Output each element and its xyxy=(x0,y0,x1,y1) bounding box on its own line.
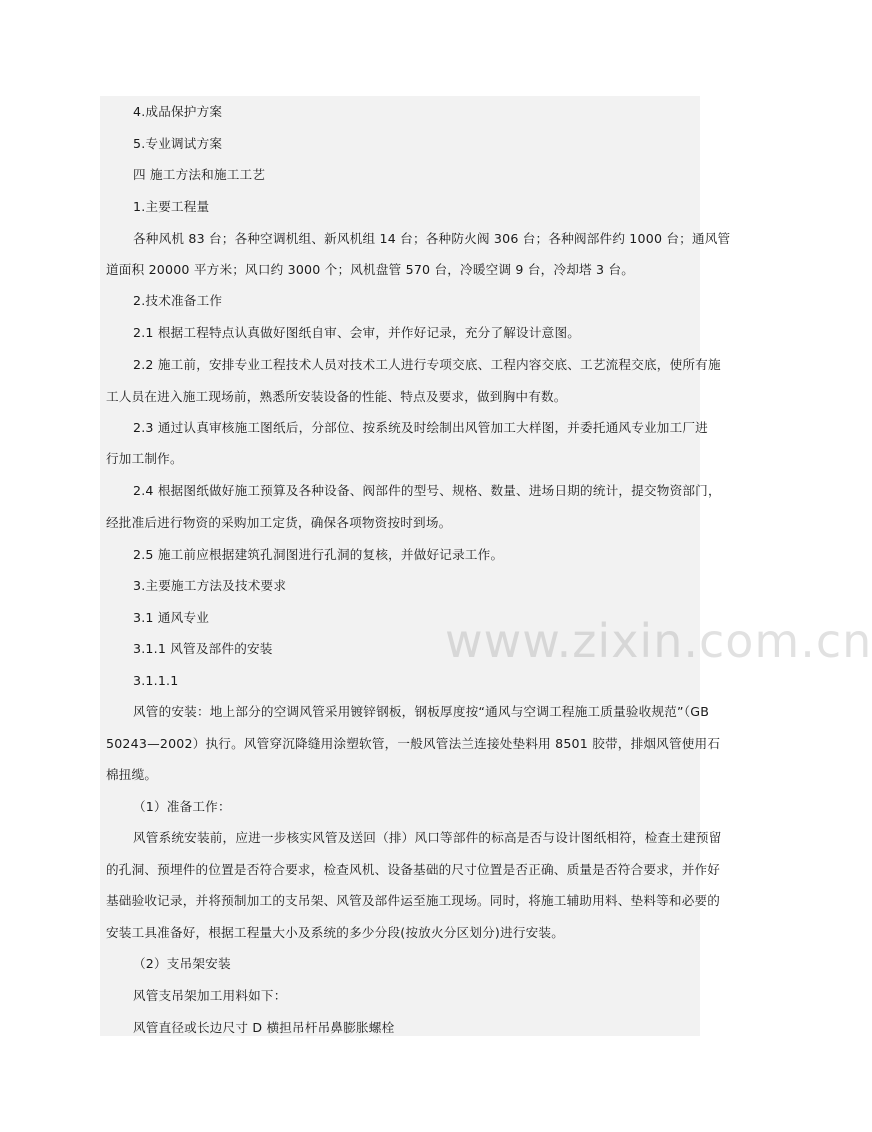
text-line: 棉扭缆。 xyxy=(106,767,158,782)
text-line: 3.主要施工方法及技术要求 xyxy=(133,578,287,593)
text-line: 2.2 施工前，安排专业工程技术人员对技术工人进行专项交底、工程内容交底、工艺流程交底，使所有施 xyxy=(133,357,721,372)
text-line: 2.技术准备工作 xyxy=(133,293,223,308)
text-line: 2.4 根据图纸做好施工预算及各种设备、阀部件的型号、规格、数量、进场日期的统计，提交物资部门， xyxy=(133,483,721,498)
text-line: 工人员在进入施工现场前，熟悉所安装设备的性能、特点及要求，做到胸中有数。 xyxy=(106,389,567,404)
text-line: 行加工制作。 xyxy=(106,451,183,466)
text-line: 道面积 20000 平方米；风口约 3000 个；风机盘管 570 台，冷暖空调 9 台，冷却塔 3 台。 xyxy=(106,262,635,277)
text-line: 4.成品保护方案 xyxy=(133,104,223,119)
text-line: （2）支吊架安装 xyxy=(133,956,231,971)
text-line: 风管的安装：地上部分的空调风管采用镀锌钢板，钢板厚度按“通风与空调工程施工质量验收规范”（GB xyxy=(133,704,710,719)
text-line: 安装工具准备好，根据工程量大小及系统的多少分段(按放火分区划分)进行安装。 xyxy=(106,925,565,940)
text-line: 风管支吊架加工用料如下： xyxy=(133,988,287,1003)
text-line: 3.1.1.1 xyxy=(133,673,179,688)
text-line: 1.主要工程量 xyxy=(133,199,210,214)
text-line: 经批准后进行物资的采购加工定货，确保各项物资按时到场。 xyxy=(106,515,452,530)
text-line: 2.3 通过认真审核施工图纸后，分部位、按系统及时绘制出风管加工大样图，并委托通风专业加工厂进 xyxy=(133,420,708,435)
text-line: 基础验收记录，并将预制加工的支吊架、风管及部件运至施工现场。同时，将施工辅助用料、垫料等和必要的 xyxy=(106,893,721,908)
text-line: 的孔洞、预埋件的位置是否符合要求，检查风机、设备基础的尺寸位置是否正确、质量是否符合要求，并作好 xyxy=(106,862,721,877)
watermark: www.zixin.com.cn xyxy=(445,614,872,668)
text-line: （1）准备工作： xyxy=(133,799,231,814)
text-line: 2.5 施工前应根据建筑孔洞图进行孔洞的复核，并做好记录工作。 xyxy=(133,547,504,562)
text-line: 风管直径或长边尺寸 D 横担吊杆吊鼻膨胀螺栓 xyxy=(133,1020,395,1035)
document-page xyxy=(100,96,872,1036)
text-line: 各种风机 83 台；各种空调机组、新风机组 14 台；各种防火阀 306 台；各种阀部件约 1000 台；通风管 xyxy=(133,231,731,246)
text-line: 风管系统安装前，应进一步核实风管及送回（排）风口等部件的标高是否与设计图纸相符，检查土建预留 xyxy=(133,830,722,845)
text-line: 3.1.1 风管及部件的安装 xyxy=(133,641,273,656)
text-line: 四 施工方法和施工工艺 xyxy=(133,167,266,182)
text-line: 50243—2002）执行。风管穿沉降缝用涂塑软管，一般风管法兰连接处垫料用 8501 胶带，排烟风管使用石 xyxy=(106,736,721,751)
text-line: 2.1 根据工程特点认真做好图纸自审、会审，并作好记录，充分了解设计意图。 xyxy=(133,325,581,340)
text-line: 3.1 通风专业 xyxy=(133,610,210,625)
text-line: 5.专业调试方案 xyxy=(133,136,223,151)
